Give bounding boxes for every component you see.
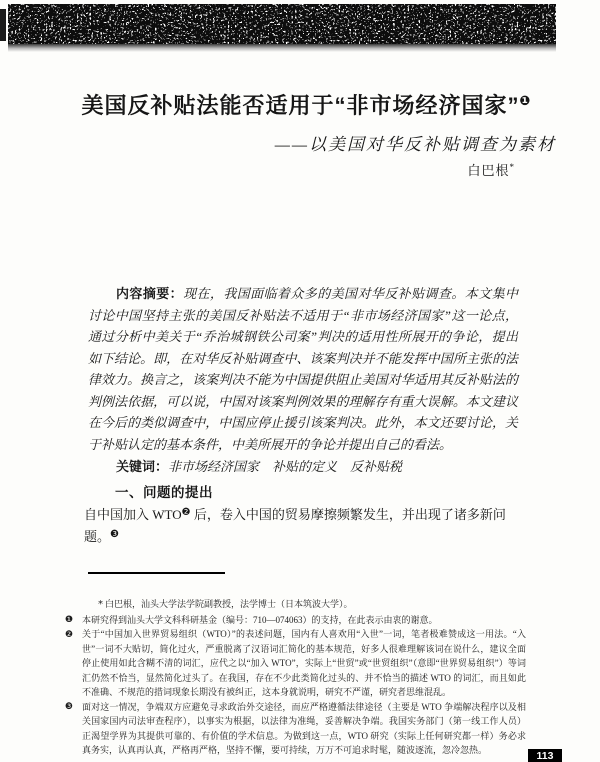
abstract-text: 现在，我国面临着众多的美国对华反补贴调查。本文集中讨论中国坚持主张的美国反补贴法不适用于“非市场经济国家”这一论点，通过分析中美关于“乔治城钢铁公司案”判决的适用性所展开的争论，提出如下结论。即，在对华反补贴调查中、该案判决并不能发挥中国所主张的法律效力。换言之，该案判决不能为中国提供阻止美国对华适用其反补贴法的判例法依据，可以说，中国对该案判例效果的理解存有重大误解。本文建议在今后的类似调查中，中国应停止援引该案判决。此外，本文还要讨论，关于补贴认定的基本条件，中美所展开的争论并提出自己的看法。 — [88, 286, 518, 452]
footnote-text: 本研究得到汕头大学文科科研基金（编号：710—074063）的支持，在此表示由衷的谢意。 — [82, 614, 438, 625]
footnote-item — [98, 597, 526, 613]
section-heading: 一、问题的提出 — [115, 485, 213, 500]
body-text: 自中国加入 WTO — [84, 507, 182, 522]
paper-subtitle: ——以美国对华反补贴调查为素材 — [274, 135, 556, 154]
abstract-label: 内容摘要： — [116, 286, 184, 301]
footnote-ref-3: ❸ — [110, 529, 119, 540]
scan-noise-band — [8, 2, 556, 48]
keywords-text: 非市场经济国家 补贴的定义 反补贴税 — [168, 459, 403, 474]
footnote-text: 关于“中国加入世界贸易组织（WTO）”的表述问题，国内有人喜欢用“入世”一词，笔者极难赞成这一用法。“入世”一词不大贴切，简化过火，严重脱离了汉语词汇简化的基本规范，好多人很难理解该词在说什么，建议全面停止使用如此含糊不清的词汇，应代之以“加入 WTO”，实际上“世贸”或“世贸组织”（意即“世界贸易组织”）等词汇仍然不恰当，显然简化过头了。在我国，存在不少此类简化过头的、并不恰当的描述 WTO 的词汇，而且如此不准确、不规范的措词现象长期没有被纠正，这本身就说明，研究不严谨，研究者思维混乱。 — [82, 629, 526, 697]
abstract-block — [88, 283, 518, 478]
footnote-text: 面对这一情况，争端双方应避免寻求政治外交途径，而应严格遵循法律途径（主要是 WTO 争端解决程序以及相关国家国内司法审查程序），以事实为根据，以法律为准绳，妥善解决争端。我国实务部门（第一线工作人员）正渴望学界为其提供可靠的、有价值的学术信息。为做到这一点，WTO 研究（实际上任何研究都一样）务必求真务实，认真再认真，严格再严格，坚持不懈，要可持续，万万不可追求时髦，随波逐流，忽冷忽热。 — [82, 701, 526, 755]
body-text: 后，卷入中国的贸易摩擦频繁发生，并出现了诸多新问题。 — [84, 507, 506, 544]
keywords-label: 关键词： — [116, 459, 169, 474]
footnote-item — [64, 613, 526, 628]
footnote-ref-2: ❷ — [181, 507, 191, 518]
title-footnote-ref: ❶ — [519, 94, 532, 109]
scan-edge-artifact — [0, 9, 6, 41]
keywords-line — [88, 456, 518, 478]
abstract-paragraph — [88, 283, 518, 455]
footnote-item — [64, 700, 526, 758]
author-line — [467, 160, 515, 179]
page-number-badge: 113 — [528, 749, 562, 762]
footnote-text: 白巴根，汕头大学法学院副教授，法学博士（日本筑波大学）。 — [105, 599, 353, 609]
author-name: 白巴根 — [467, 163, 510, 178]
paper-title-text: 美国反补贴法能否适用于“非市场经济国家” — [81, 93, 520, 118]
footnote-separator — [88, 572, 225, 574]
footnote-marker: ❸ — [65, 702, 74, 712]
body-paragraph — [84, 503, 524, 547]
author-footnote-ref: * — [509, 162, 515, 172]
footnote-list — [64, 597, 526, 758]
scan-noise-shadow — [8, 44, 556, 52]
paper-title — [55, 89, 558, 120]
footnote-marker: ❶ — [65, 615, 74, 625]
footnote-item — [64, 627, 526, 700]
footnote-marker: * — [98, 599, 103, 610]
footnote-marker: ❷ — [65, 629, 74, 640]
